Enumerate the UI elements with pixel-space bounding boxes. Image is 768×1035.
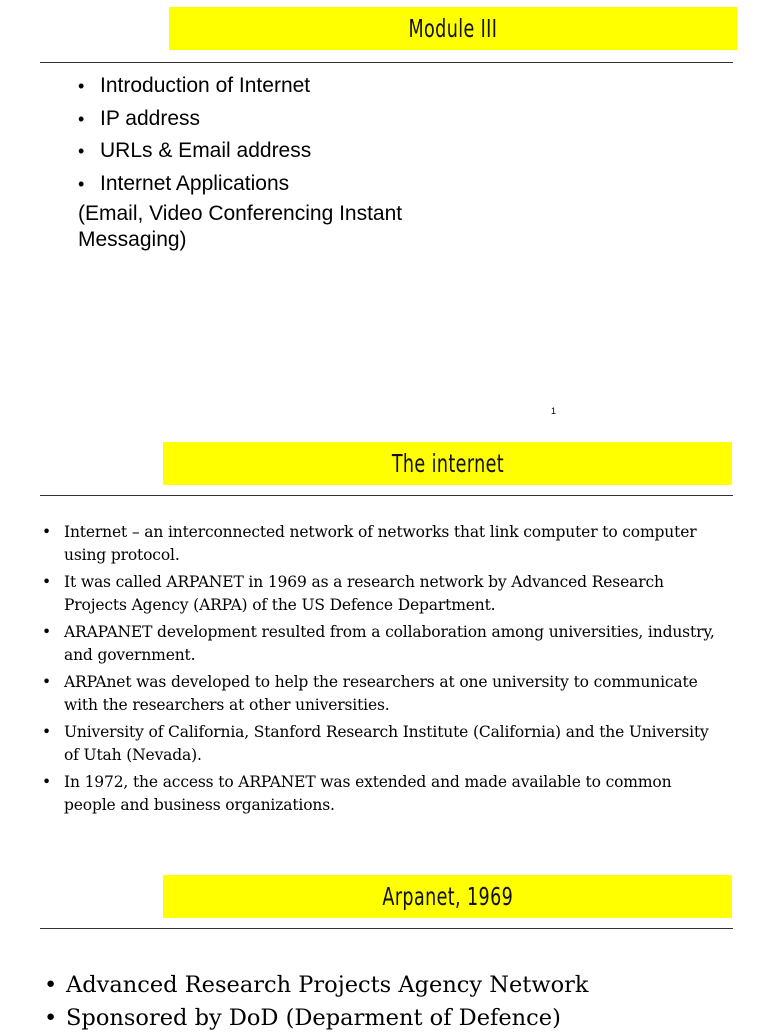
- slide-2-divider: [40, 495, 733, 496]
- list-item: • In 1972, the access to ARPANET was extended and made available to common people and business organizations.: [42, 773, 672, 814]
- list-item: • Internet – an interconnected network of networks that link computer to computer using protocol.: [42, 523, 697, 564]
- slide-3-bullet-list: [44, 969, 744, 1035]
- slide-1-title-banner: [169, 7, 737, 50]
- list-item: • Advanced Research Projects Agency Network: [44, 972, 589, 998]
- slide-1-bullet-list: [78, 70, 311, 200]
- slide-1-divider: [40, 62, 733, 63]
- list-item: • It was called ARPANET in 1969 as a research network by Advanced Research Projects Agency (ARPA) of the US Defence Department.: [42, 573, 664, 614]
- list-item: • IP address: [78, 106, 201, 130]
- slide-3-title-banner: [163, 875, 732, 918]
- list-item: • ARAPANET development resulted from a collaboration among universities, industry, and government.: [42, 623, 715, 664]
- slide-2-bullet-list: [42, 521, 722, 821]
- slide-1-title: Module III: [408, 14, 498, 43]
- list-item: • Internet Applications: [78, 171, 290, 195]
- slide-3-divider: [40, 928, 733, 929]
- slide-3-title: Arpanet, 1969: [382, 882, 513, 911]
- slide-2-title: The internet: [391, 449, 504, 478]
- list-item: • Introduction of Internet: [78, 74, 311, 97]
- slide-1-note: (Email, Video Conferencing Instant Messaging): [78, 202, 403, 251]
- list-item: • ARPAnet was developed to help the researchers at one university to communicate with the researchers at other universities.: [42, 673, 698, 714]
- list-item: • URLs & Email address: [78, 139, 312, 162]
- list-item: • Sponsored by DoD (Deparment of Defence): [44, 1005, 561, 1031]
- list-item: • University of California, Stanford Research Institute (California) and the University of Utah (Nevada).: [42, 723, 709, 764]
- slide-2-title-banner: [163, 442, 732, 485]
- page-number: 1: [551, 406, 557, 416]
